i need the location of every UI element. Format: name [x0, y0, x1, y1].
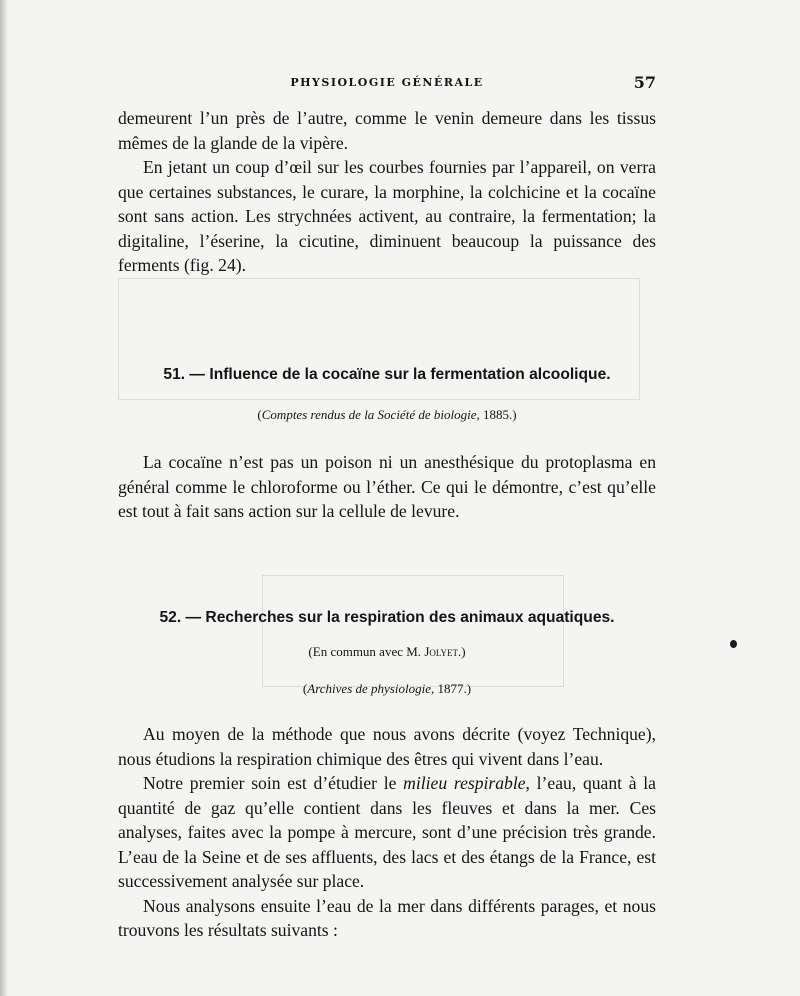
section-52-body [118, 722, 656, 943]
emphasis: milieu respirable [403, 773, 526, 793]
ref-year: , 1877.) [430, 681, 472, 696]
page-number: 57 [633, 73, 656, 92]
paragraph: Au moyen de la méthode que nous avons décrite (voyez Technique), nous étudions la respiration chimique des êtres qui vivent dans l’eau. [118, 724, 656, 769]
journal-title: Archives de physiologie [307, 681, 431, 696]
section-52-reference [118, 681, 656, 697]
ref-open: ( [302, 681, 308, 696]
journal-title: Comptes rendus de la Société de biologie [261, 407, 477, 422]
collab-suffix: .) [457, 644, 466, 659]
section-51-reference [118, 407, 656, 423]
page-header [118, 73, 656, 96]
section-51-heading: 51. — Influence de la cocaïne sur la fermentation alcoolique. [163, 366, 611, 383]
section-52-collaboration [118, 644, 656, 660]
intro-text [118, 106, 656, 278]
paragraph: Nous analysons ensuite l’eau de la mer dans différents parages, et nous trouvons les résultats suivants : [118, 895, 656, 940]
paragraph: demeurent l’un près de l’autre, comme le venin demeure dans les tissus mêmes de la glande de la vipère. [118, 108, 656, 153]
ink-spot [730, 640, 737, 648]
text-run: Notre premier soin est d’étudier le [143, 773, 404, 793]
page-edge-shadow [0, 0, 8, 996]
paragraph [118, 771, 656, 894]
paragraph: En jetant un coup d’œil sur les courbes fournies par l’appareil, on verra que certaines substances, le curare, la morphine, la colchicine et la cocaïne sont sans action. Les strychnées activent, au contraire, la fermentation; la digitaline, l’éserine, la cicutine, diminuent beaucoup la puissance des ferments (fig. 24). [118, 157, 656, 275]
paragraph: La cocaïne n’est pas un poison ni un anesthésique du protoplasma en général comme le chloroforme ou l’éther. Ce qui le démontre, c’est qu’elle est tout à fait sans action sur la cellule de levure. [118, 452, 656, 521]
ref-year: , 1885.) [476, 407, 517, 422]
text-run: , l’eau, quant à la quantité de gaz qu’elle contient dans les fleuves et dans la mer. Ces analyses, faites avec la pompe à mercure, sont d’une précision très grande. L’eau de la Seine et de ses affluents, des lacs et des étangs de la France, est successivement analysée sur place. [118, 773, 656, 891]
ref-open: ( [257, 407, 262, 422]
collaborator-name: Jolyet [424, 644, 458, 659]
section-52-heading: 52. — Recherches sur la respiration des animaux aquatiques. [159, 609, 615, 626]
running-title: PHYSIOLOGIE GÉNÉRALE [290, 76, 484, 89]
section-51-body [118, 450, 656, 524]
collab-prefix: (En commun avec M. [308, 644, 425, 659]
show-through-frame-lower [262, 575, 564, 687]
